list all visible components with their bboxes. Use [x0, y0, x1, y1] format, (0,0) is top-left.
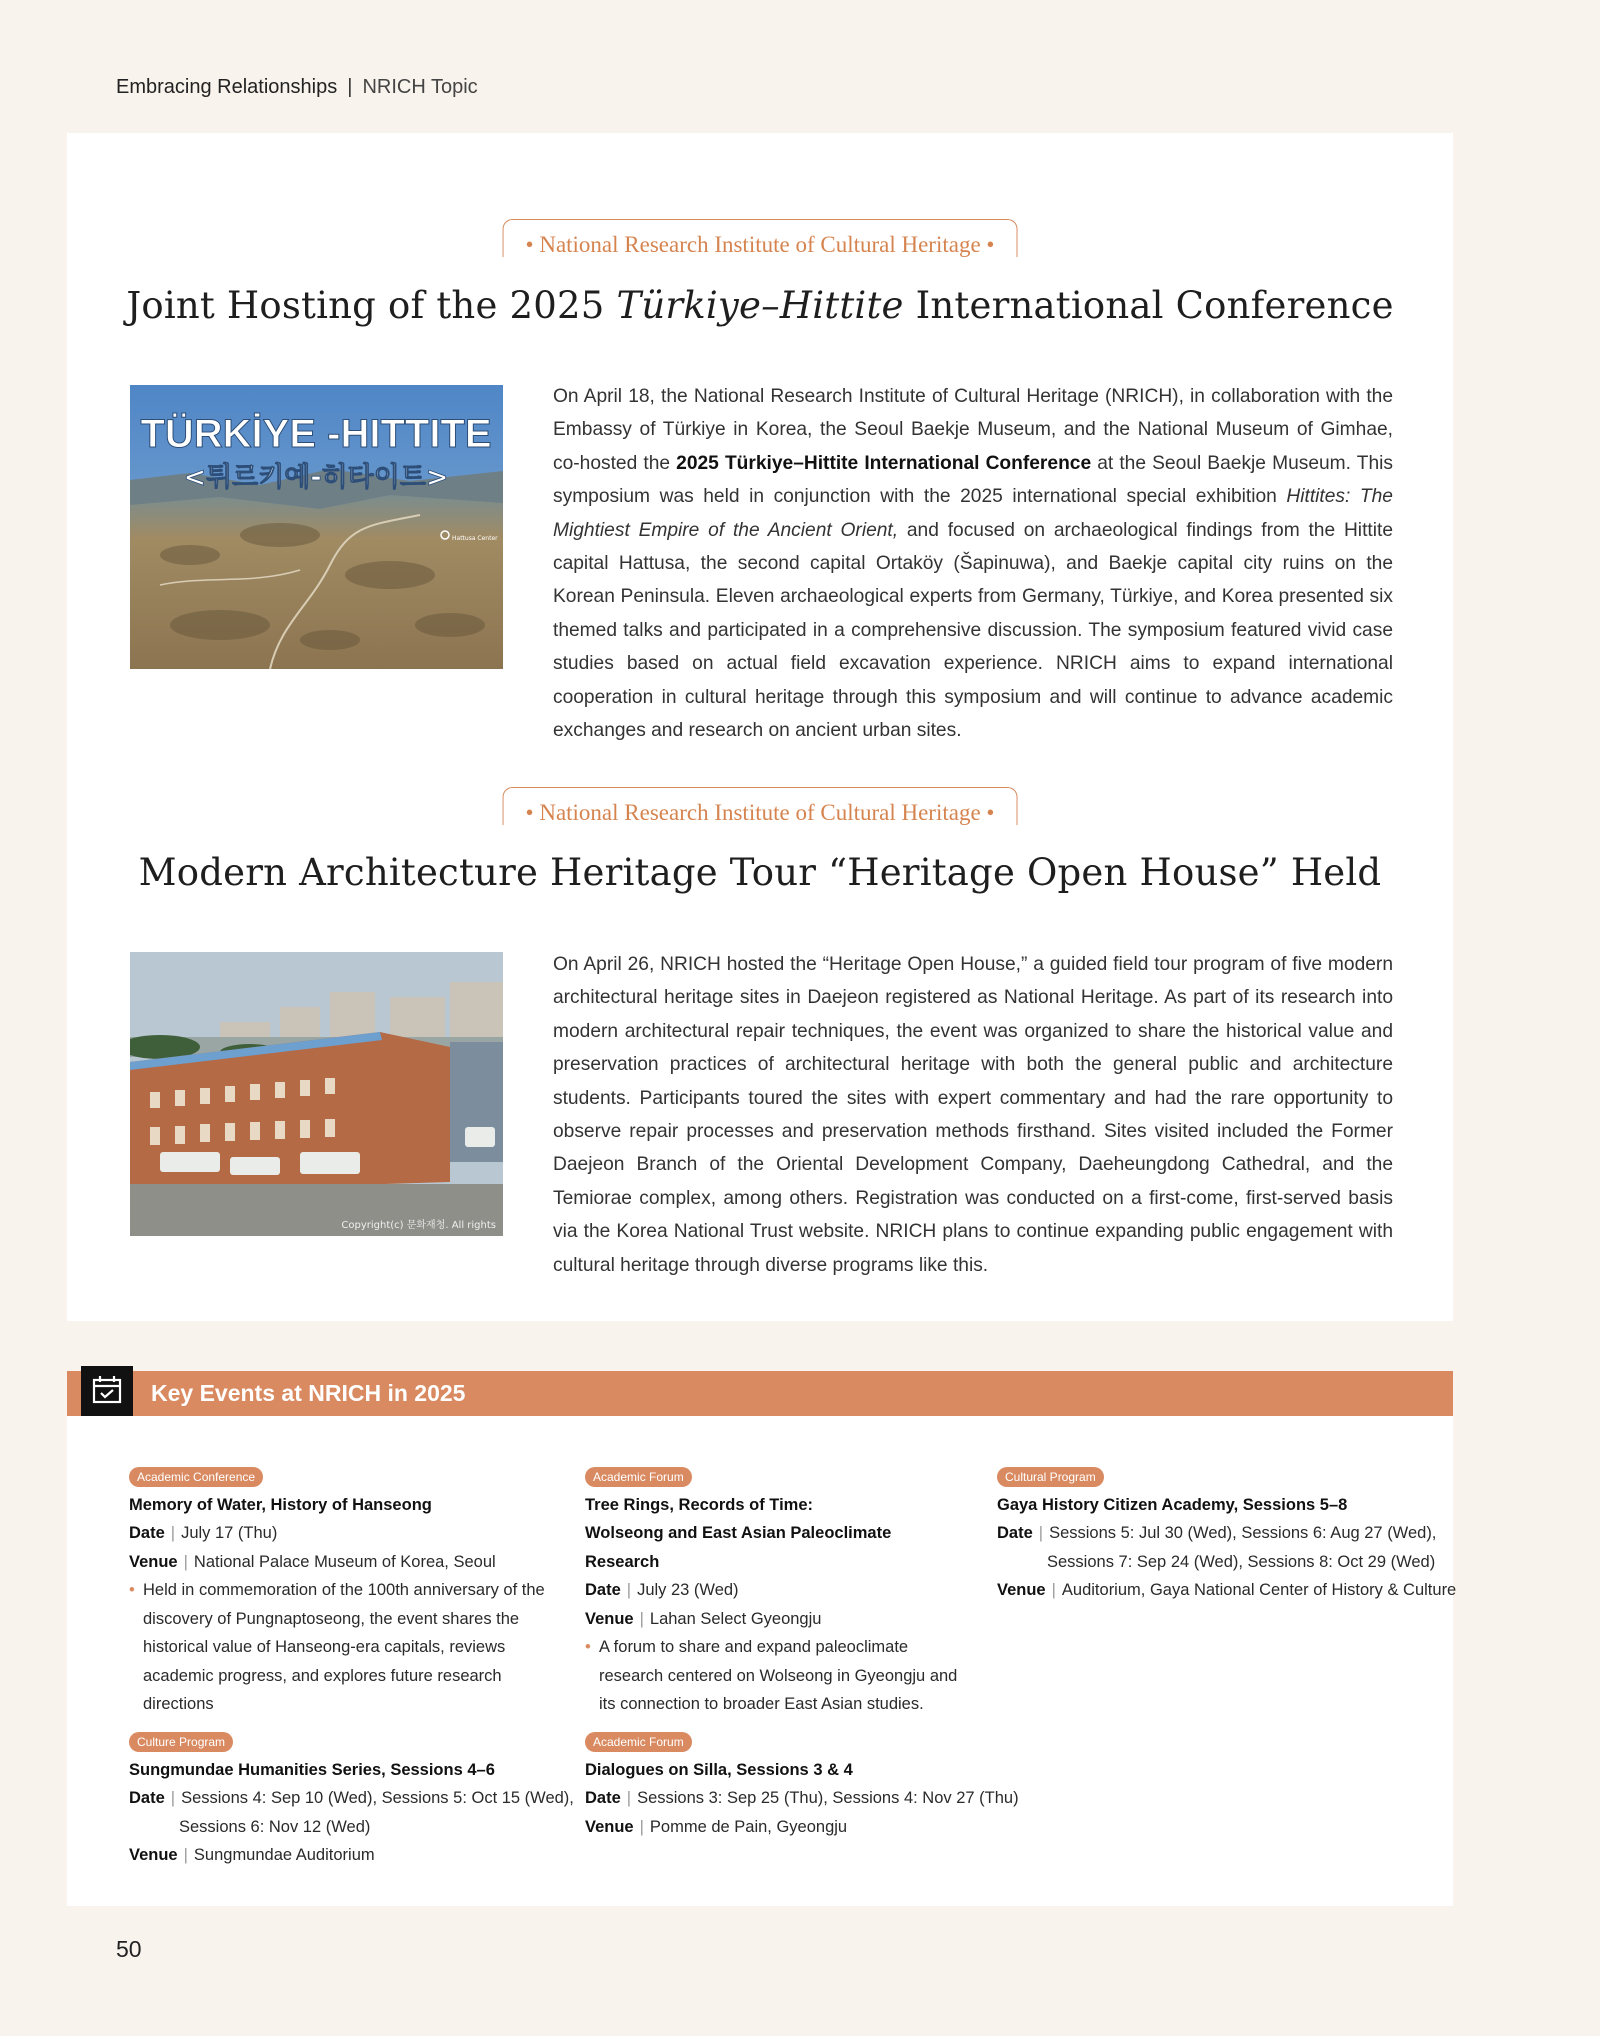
article2-institute-tag: • National Research Institute of Cultural Heritage •: [503, 787, 1018, 825]
event-date-row: Date | Sessions 3: Sep 25 (Thu), Sessions 4: Nov 27 (Thu): [585, 1789, 1019, 1807]
pin-label: Hattusa Center: [452, 535, 498, 542]
article2-body: On April 26, NRICH hosted the “Heritage Open House,” a guided field tour program of five modern architectural heritage sites in Daejeon registered as National Heritage. As part of its research into modern architectural repair techniques, the event was organized to share the historical value and preservation practices of architectural heritage with both the general public and architecture students. Participants toured the sites with expert commentary and had the rare opportunity to observe repair processes and preservation methods firsthand. Sites visited included the Former Daejeon Branch of the Oriental Development Company, Daeheungdong Cathedral, and the Temiorae complex, among others. Registration was conducted on a first-come, first-served basis via the Korea National Trust website. NRICH plans to continue expanding public engagement with cultural heritage through diverse programs like this.: [553, 954, 1393, 1276]
event-venue-row: Venue | Auditorium, Gaya National Center of History & Culture: [997, 1581, 1457, 1599]
event-date-row: Date | July 17 (Thu): [129, 1524, 278, 1542]
article2-photo: [130, 952, 503, 1236]
articles-card: [67, 133, 1453, 1321]
article1-photo: [130, 385, 503, 669]
article1-title: Joint Hosting of the 2025 Türkiye–Hittite International Conference: [126, 284, 1394, 327]
event-date-row: Date | Sessions 4: Sep 10 (Wed), Sessions 5: Oct 15 (Wed),: [129, 1789, 574, 1807]
topic-name: NRICH Topic: [362, 76, 478, 98]
event-venue-row: Venue | Pomme de Pain, Gyeongju: [585, 1817, 848, 1836]
article2-title: Modern Architecture Heritage Tour “Heritage Open House” Held: [138, 851, 1382, 894]
event-venue-row: Venue | National Palace Museum of Korea, Seoul: [129, 1552, 496, 1571]
event-title: Dialogues on Silla, Sessions 3 & 4: [585, 1760, 853, 1779]
event-description: • Held in commemoration of the 100th anniversary of the discovery of Pungnaptoseong, the event shares the historical value of Hanseong-era capitals, reviews academic progress, and explores future research directions: [129, 1581, 545, 1713]
image-title-line1: TÜRKİYE -HITTITE: [140, 412, 492, 456]
event-description: • A forum to share and expand paleoclimate research centered on Wolseong in Gyeongju and its connection to broader East Asian studies.: [585, 1638, 958, 1713]
heritage-building-image: [130, 952, 503, 1236]
event-item: [997, 1462, 1457, 1605]
event-item: [129, 1462, 559, 1719]
event-title: Sungmundae Humanities Series, Sessions 4–6: [129, 1760, 495, 1779]
event-category-badge: Academic Forum: [585, 1467, 692, 1487]
event-date-row-cont: Sessions 6: Nov 12 (Wed): [179, 1817, 371, 1836]
article1-institute-tag: • National Research Institute of Cultural Heritage •: [503, 219, 1018, 257]
image-copyright: Copyright(c) 문화재청. All rights: [341, 1220, 496, 1231]
event-venue-row: Venue | Lahan Select Gyeongju: [585, 1609, 822, 1628]
running-head: [116, 76, 478, 99]
events-heading: Key Events at NRICH in 2025: [151, 1380, 466, 1406]
article1-body: On April 18, the National Research Institute of Cultural Heritage (NRICH), in collaboration with the Embassy of Türkiye in Korea, the Seoul Baekje Museum, and the National Museum of Gimhae, co-hosted the 2025 Türkiye–Hittite International Conference at the Seoul Baekje Museum. This symposium was held in conjunction with the 2025 international special exhibition Hittites: The Mightiest Empire of the Ancient Orient, and focused on archaeological findings from the Hittite capital Hattusa, the second capital Ortaköy (Šapinuwa), and Baekje capital city ruins on the Korean Peninsula. Eleven archaeological experts from Germany, Türkiye, and Korea presented six themed talks and participated in a comprehensive discussion. The symposium featured vivid case studies based on actual field excavation experience. NRICH aims to expand international cooperation in cultural heritage through this symposium and will continue to advance academic exchanges and research on ancient urban sites.: [553, 386, 1393, 742]
page-number: 50: [116, 1936, 142, 1962]
event-item: [585, 1727, 1019, 1841]
event-category-badge: Culture Program: [129, 1732, 233, 1752]
section-name: Embracing Relationships: [116, 76, 338, 98]
event-item: [129, 1727, 574, 1870]
event-date-row: Date | Sessions 5: Jul 30 (Wed), Sessions 6: Aug 27 (Wed),: [997, 1524, 1437, 1542]
event-date-row-cont: Sessions 7: Sep 24 (Wed), Sessions 8: Oct 29 (Wed): [1047, 1552, 1436, 1571]
event-title: Memory of Water, History of Hanseong: [129, 1495, 432, 1514]
image-title-line2: <튀르키예-히타이트>: [183, 462, 449, 493]
event-category-badge: Academic Forum: [585, 1732, 692, 1752]
event-item: [585, 1462, 970, 1719]
event-venue-row: Venue | Sungmundae Auditorium: [129, 1846, 375, 1864]
hittite-landscape-image: [130, 385, 503, 669]
event-title-line2: Wolseong and East Asian Paleoclimate Research: [585, 1524, 892, 1571]
event-date-row: Date | July 23 (Wed): [585, 1581, 739, 1599]
event-category-badge: Cultural Program: [997, 1467, 1104, 1487]
head-separator: |: [347, 76, 353, 98]
event-title: Tree Rings, Records of Time:: [585, 1495, 814, 1514]
event-title: Gaya History Citizen Academy, Sessions 5–8: [997, 1495, 1348, 1514]
event-category-badge: Academic Conference: [129, 1467, 263, 1487]
